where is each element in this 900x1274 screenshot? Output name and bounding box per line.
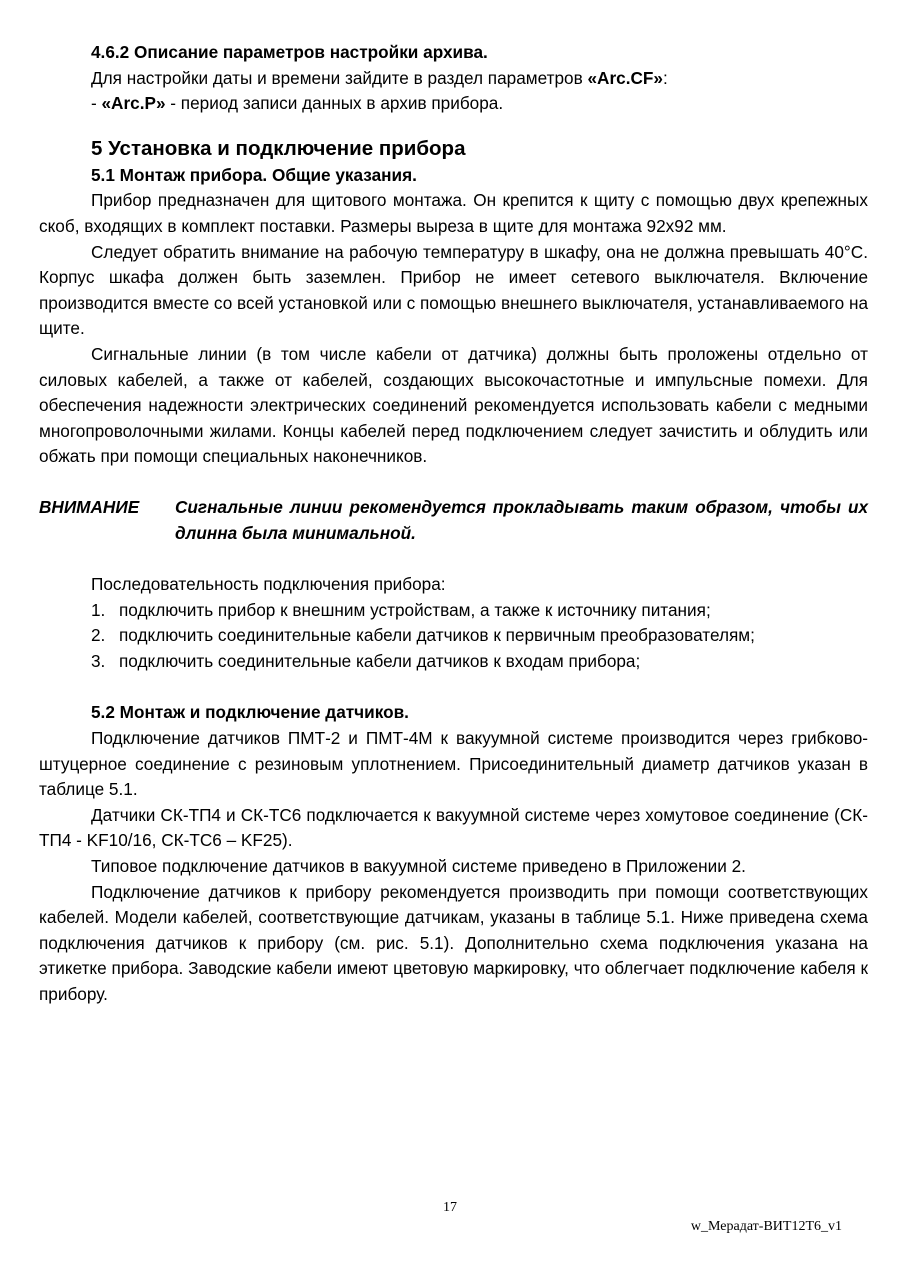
archive-settings-suffix: : bbox=[662, 67, 668, 88]
list-item-text: подключить соединительные кабели датчиков к первичным преобразователям; bbox=[119, 625, 755, 646]
list-item-text: подключить прибор к внешним устройствам, а также к источнику питания; bbox=[119, 599, 711, 620]
sequence-title: Последовательность подключения прибора: bbox=[91, 574, 446, 595]
archive-settings-text: Для настройки даты и времени зайдите в раздел параметров bbox=[91, 67, 588, 88]
list-item bbox=[91, 598, 868, 624]
warning-text: Сигнальные линии рекомендуется прокладывать таким образом, чтобы их длинна была минимальной. bbox=[175, 496, 868, 543]
paragraph: Сигнальные линии (в том числе кабели от датчика) должны быть проложены отдельно от силовых кабелей, а также от кабелей, создающих высокочастотные и импульсные помехи. Для обеспечения надежности электрических соединений рекомендуется использовать кабели с медными многопроволочными жилами. Концы кабелей перед подключением следует зачистить и облудить или обжать при помощи специальных наконечников. bbox=[39, 343, 868, 467]
section-5-1-heading: 5.1 Монтаж прибора. Общие указания. bbox=[91, 164, 417, 185]
section-5-heading: 5 Установка и подключение прибора bbox=[91, 136, 466, 160]
archive-period-text: - период записи данных в архив прибора. bbox=[165, 93, 504, 114]
archive-settings-line bbox=[91, 66, 868, 92]
archive-period-line bbox=[91, 91, 868, 117]
paragraph: Прибор предназначен для щитового монтажа. Он крепится к щиту с помощью двух крепежных скоб, входящих в комплект поставки. Размеры выреза в щите для монтажа 92х92 мм. bbox=[39, 190, 868, 236]
page-number: 17 bbox=[443, 1200, 457, 1215]
list-item-number: 1. bbox=[91, 599, 106, 620]
archive-period-dash: - bbox=[91, 93, 102, 114]
list-item-number: 2. bbox=[91, 625, 106, 646]
warning-block bbox=[39, 495, 868, 546]
connection-sequence-list bbox=[39, 598, 868, 675]
arc-cf-param: «Arc.CF» bbox=[587, 67, 663, 88]
paragraph: Датчики СК-ТП4 и СК-ТС6 подключается к вакуумной системе через хомутовое соединение (СК-ТП4 - KF10/16, СК-ТС6 – KF25). bbox=[39, 804, 868, 851]
paragraph: Подключение датчиков к прибору рекомендуется производить при помощи соответствующих кабелей. Модели кабелей, соответствующие датчикам, указаны в таблице 5.1. Ниже приведена схема подключения датчиков к прибору (см. рис. 5.1). Дополнительно схема подключения указана на этикетке прибора. Заводские кабели имеют цветовую маркировку, что облегчает подключение кабеля к прибору. bbox=[39, 881, 868, 1004]
list-item bbox=[91, 623, 868, 649]
arc-p-param: «Arc.P» bbox=[101, 93, 166, 114]
paragraph: Типовое подключение датчиков в вакуумной системе приведено в Приложении 2. bbox=[91, 856, 746, 877]
list-item-text: подключить соединительные кабели датчиков к входам прибора; bbox=[119, 650, 641, 671]
paragraph: Подключение датчиков ПМТ-2 и ПМТ-4М к вакуумной системе производится через грибково-штуцерное соединение с резиновым уплотнением. Присоединительный диаметр датчиков указан в таблице 5.1. bbox=[39, 728, 868, 800]
section-5-2-heading: 5.2 Монтаж и подключение датчиков. bbox=[91, 702, 409, 723]
section-4-6-2-heading: 4.6.2 Описание параметров настройки архива. bbox=[91, 42, 488, 62]
warning-label: ВНИМАНИЕ bbox=[39, 496, 140, 517]
document-page bbox=[39, 40, 868, 1008]
list-item-number: 3. bbox=[91, 650, 106, 671]
paragraph: Следует обратить внимание на рабочую температуру в шкафу, она не должна превышать 40°С. Корпус шкафа должен быть заземлен. Прибор не имеет сетевого выключателя. Включение производится вместе со всей установкой или с помощью внешнего выключателя, устанавливаемого на щите. bbox=[39, 241, 868, 339]
document-id: w_Мерадат-ВИТ12Т6_v1 bbox=[690, 1219, 842, 1234]
list-item bbox=[91, 649, 868, 675]
